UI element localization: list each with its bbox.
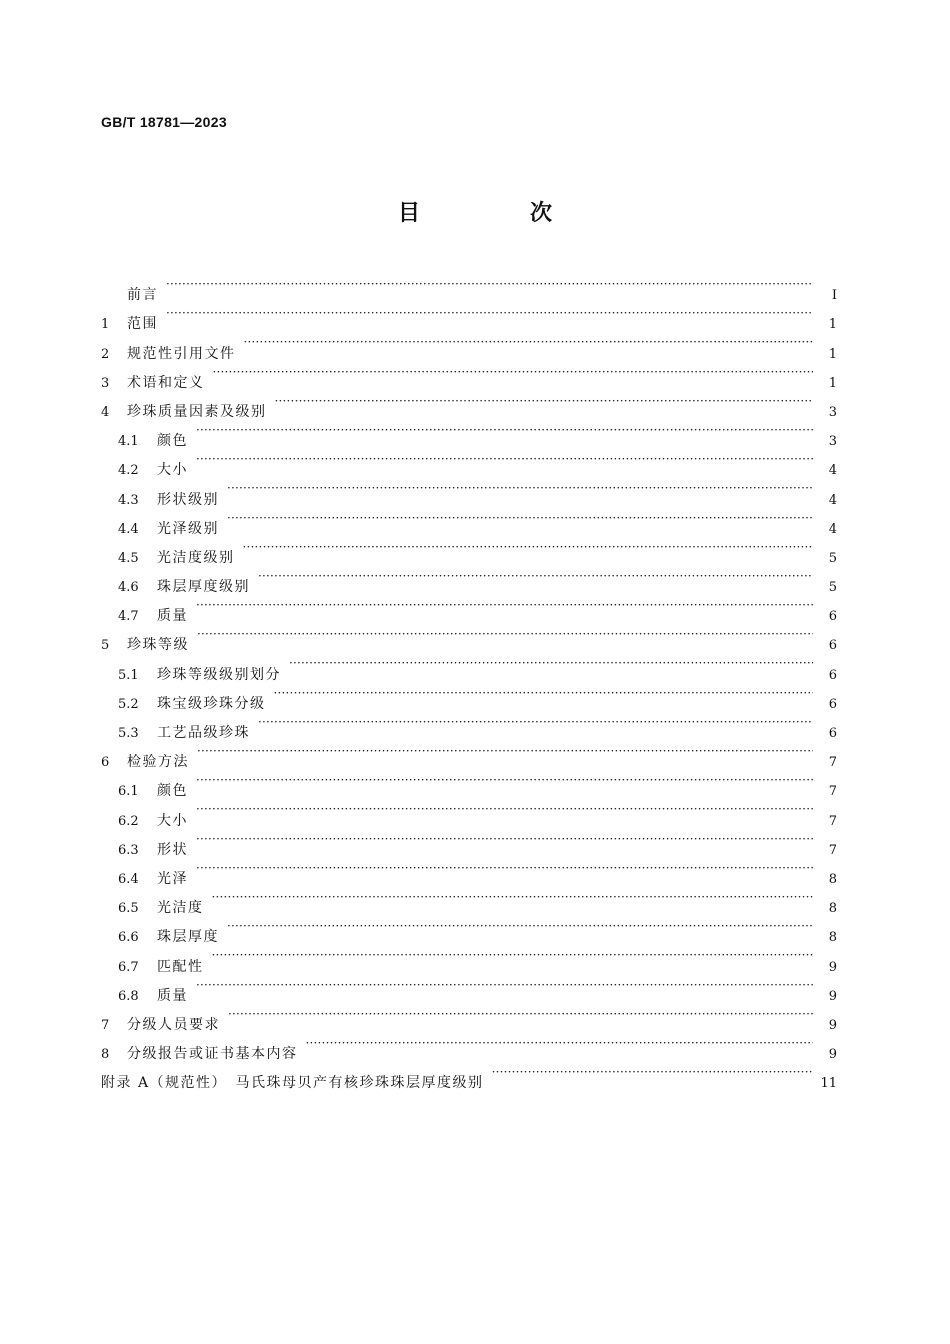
toc-entry-page: 4 (828, 492, 837, 508)
toc-dot-leader (197, 737, 813, 766)
toc-entry-number: 6.2 (118, 813, 139, 829)
toc-dot-leader (196, 971, 813, 1000)
table-of-contents (101, 270, 837, 1092)
toc-entry-title: 形状级别 (157, 491, 219, 508)
toc-entry[interactable] (101, 416, 837, 450)
toc-entry-number: 5.2 (118, 696, 139, 712)
toc-entry-title: 规范性引用文件 (127, 345, 236, 362)
toc-entry-title: 光洁度级别 (157, 549, 235, 566)
toc-dot-leader (274, 679, 814, 708)
toc-dot-leader (196, 854, 813, 883)
toc-dot-leader (244, 328, 814, 357)
toc-entry-number: 6.1 (118, 784, 139, 800)
page-title: 目 次 (397, 201, 596, 226)
toc-dot-leader (197, 620, 813, 649)
toc-entry-number: 6.4 (118, 871, 139, 887)
toc-entry[interactable] (101, 883, 837, 917)
toc-entry[interactable] (101, 825, 837, 858)
toc-entry-number: 4.5 (118, 550, 139, 566)
toc-entry-number: 6.6 (118, 930, 139, 946)
toc-dot-leader (196, 416, 813, 445)
toc-entry[interactable] (101, 299, 837, 333)
toc-entry-title: 检验方法 (127, 754, 189, 771)
toc-dot-leader (228, 1000, 813, 1029)
toc-entry-number: 4.7 (118, 609, 139, 625)
toc-entry-number: 4.4 (118, 521, 139, 537)
toc-dot-leader (196, 591, 813, 620)
toc-dot-leader (492, 1058, 813, 1087)
toc-entry-title: 珍珠等级 (127, 637, 189, 654)
toc-dot-leader (258, 562, 813, 591)
toc-entry-number: 4 (101, 404, 110, 420)
toc-entry-title: 工艺品级珍珠 (157, 725, 250, 741)
toc-entry-page: 5 (828, 580, 837, 596)
toc-entry-number: 2 (101, 346, 110, 362)
toc-entry-title: 前言 (127, 287, 158, 304)
toc-dot-leader (227, 912, 813, 941)
toc-dot-leader (212, 941, 814, 970)
toc-entry-page: Ⅰ (831, 288, 837, 304)
toc-entry[interactable] (101, 766, 837, 800)
toc-entry-number: 6.3 (118, 842, 139, 858)
toc-entry-title: 珠层厚度级别 (157, 579, 250, 596)
toc-entry-page: 11 (820, 1076, 837, 1092)
toc-dot-leader (212, 883, 814, 912)
toc-entry[interactable] (101, 270, 837, 304)
toc-entry-title: 质量 (157, 987, 188, 1004)
toc-entry-page: 3 (828, 434, 837, 450)
toc-entry-title: 颜色 (157, 433, 188, 450)
toc-entry-title: 颜色 (157, 783, 188, 800)
toc-entry-page: 3 (828, 404, 837, 420)
toc-entry-number: 6.5 (118, 901, 139, 917)
toc-entry-page: 5 (828, 550, 837, 566)
toc-dot-leader (166, 299, 813, 328)
toc-entry-title: 光泽 (157, 870, 188, 887)
toc-entry-title: 术语和定义 (127, 374, 205, 391)
toc-dot-leader (196, 825, 813, 854)
toc-entry-number: 5 (101, 638, 110, 654)
page-header (101, 114, 227, 130)
toc-entry-page: 9 (828, 988, 837, 1004)
toc-entry-number: 8 (101, 1047, 110, 1063)
toc-entry-number: 5.3 (118, 726, 139, 741)
toc-entry-title: 珠层厚度 (157, 929, 219, 946)
toc-entry-page: 6 (828, 726, 837, 741)
toc-entry-page: 4 (828, 521, 837, 537)
toc-entry-title: 大小 (157, 462, 188, 479)
toc-entry-title: 大小 (157, 812, 188, 829)
toc-dot-leader (196, 445, 813, 474)
toc-entry-title: 珠宝级珍珠分级 (157, 695, 266, 712)
toc-entry-title: 珍珠质量因素及级别 (127, 403, 267, 420)
toc-entry[interactable] (101, 649, 837, 683)
toc-entry[interactable] (101, 795, 837, 829)
toc-dot-leader (166, 270, 813, 299)
toc-entry[interactable] (101, 941, 837, 975)
toc-entry-number: 4.1 (118, 434, 139, 450)
toc-dot-leader (227, 504, 813, 533)
toc-entry-number: 3 (101, 375, 110, 391)
toc-entry[interactable] (101, 620, 837, 654)
toc-entry-page: 9 (828, 1017, 837, 1033)
toc-dot-leader (196, 795, 813, 824)
toc-entry[interactable] (101, 737, 837, 771)
toc-entry[interactable] (101, 1000, 837, 1033)
toc-entry-title: 光泽级别 (157, 520, 219, 537)
toc-entry-page: 7 (828, 755, 837, 771)
toc-entry-title: 光洁度 (157, 900, 204, 917)
toc-entry-page: 9 (828, 959, 837, 975)
toc-entry[interactable] (101, 854, 837, 887)
toc-dot-leader (258, 708, 813, 737)
toc-entry-page: 7 (828, 813, 837, 829)
toc-entry-page: 7 (828, 842, 837, 858)
toc-entry-number: 7 (101, 1017, 110, 1033)
toc-entry[interactable] (101, 591, 837, 625)
toc-entry[interactable] (101, 328, 837, 362)
toc-dot-leader (306, 1029, 814, 1058)
toc-dot-leader (243, 533, 814, 562)
toc-entry-number: 1 (101, 317, 110, 333)
toc-dot-leader (213, 358, 814, 387)
toc-entry-page: 6 (828, 638, 837, 654)
toc-entry-page: 1 (828, 317, 837, 333)
toc-entry[interactable] (101, 474, 837, 508)
toc-entry-title: 范围 (127, 316, 158, 333)
toc-entry-page: 7 (828, 784, 837, 800)
toc-entry-page: 8 (828, 901, 837, 917)
toc-dot-leader (289, 649, 813, 678)
toc-entry-page: 1 (828, 375, 837, 391)
toc-entry-title: 质量 (157, 608, 188, 625)
toc-dot-leader (227, 474, 813, 503)
toc-entry-page: 1 (828, 346, 837, 362)
toc-entry-title: 附录 A（规范性） 马氏珠母贝产有核珍珠珠层厚度级别 (101, 1075, 484, 1092)
standard-number: GB/T 18781—2023 (101, 114, 227, 130)
toc-entry[interactable] (101, 971, 837, 1004)
toc-entry-page: 4 (828, 463, 837, 479)
toc-entry-number: 4.2 (118, 463, 139, 479)
toc-entry-page: 9 (828, 1047, 837, 1063)
toc-entry-number: 6.7 (118, 959, 139, 975)
toc-entry-page: 6 (828, 609, 837, 625)
toc-entry-page: 6 (828, 667, 837, 683)
toc-entry-page: 6 (828, 696, 837, 712)
toc-entry-page: 8 (828, 871, 837, 887)
toc-entry-number: 4.3 (118, 492, 139, 508)
toc-entry-number: 5.1 (118, 667, 139, 683)
toc-entry-title: 分级人员要求 (127, 1016, 220, 1033)
toc-entry-title: 匹配性 (157, 958, 204, 975)
toc-entry-title: 分级报告或证书基本内容 (127, 1046, 298, 1063)
toc-entry-title: 珍珠等级级别划分 (157, 666, 281, 683)
toc-entry-title: 形状 (157, 841, 188, 858)
toc-entry-number: 6.8 (118, 988, 139, 1004)
toc-entry[interactable] (101, 445, 837, 479)
toc-entry-number: 4.6 (118, 580, 139, 596)
toc-entry-page: 8 (828, 930, 837, 946)
toc-dot-leader (196, 766, 813, 795)
toc-dot-leader (275, 387, 814, 416)
toc-entry-number: 6 (101, 755, 110, 771)
